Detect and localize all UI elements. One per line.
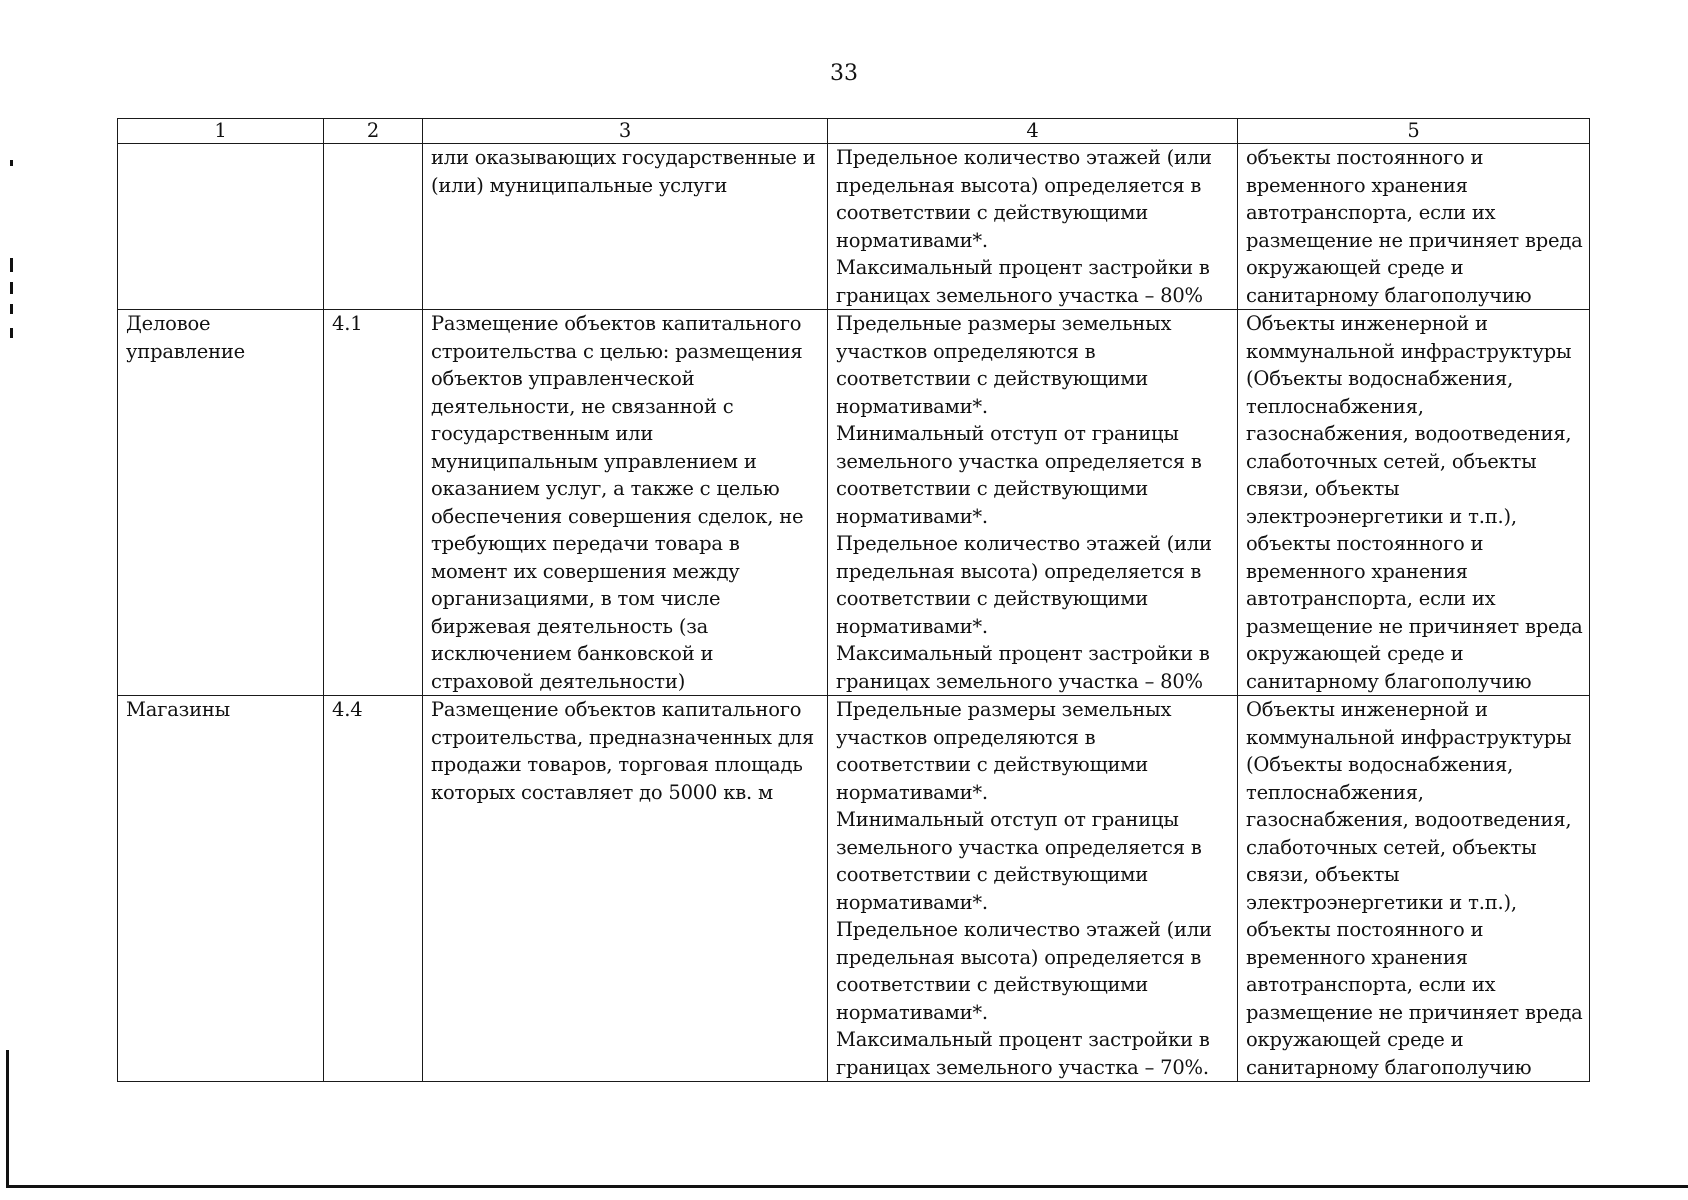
column-header-1: 1 <box>118 119 324 144</box>
cell-text-line: муниципальным управлением и <box>431 449 757 473</box>
scan-border-left <box>6 1050 9 1188</box>
cell-text-line: предельная высота) определяется в <box>836 945 1202 969</box>
cell-text-line: предельная высота) определяется в <box>836 173 1202 197</box>
table-cell-col2 <box>324 144 423 310</box>
cell-text-line: связи, объекты <box>1246 863 1400 886</box>
column-header-5: 5 <box>1238 119 1590 144</box>
cell-text-line: автотранспорта, если их <box>1246 973 1496 996</box>
cell-text-line: участков определяются в <box>836 725 1096 749</box>
table-cell-col2 <box>324 310 423 696</box>
cell-text-line: газоснабжения, водоотведения, <box>1246 422 1572 445</box>
scan-mark <box>10 258 13 272</box>
cell-text-line: Предельные размеры земельных <box>836 698 1172 721</box>
cell-text-line: границах земельного участка – 70%. <box>836 1055 1209 1079</box>
cell-text-line: Объекты инженерной и <box>1246 312 1488 335</box>
cell-text-line: нормативами*. <box>836 394 988 418</box>
cell-text-line: обеспечения совершения сделок, не <box>431 504 804 528</box>
cell-text-line: земельного участка определяется в <box>836 835 1202 859</box>
scan-mark <box>10 328 13 338</box>
cell-text-line: Минимальный отступ от границы <box>836 422 1179 445</box>
cell-text-line: Максимальный процент застройки в <box>836 642 1210 665</box>
table-cell-col3 <box>423 144 828 310</box>
column-header-2: 2 <box>324 119 423 144</box>
cell-text-line: (или) муниципальные услуги <box>431 173 728 197</box>
table-body <box>118 144 1590 1082</box>
zoning-table <box>117 118 1590 1082</box>
cell-text-line: нормативами*. <box>836 228 988 252</box>
scan-mark <box>10 304 13 314</box>
cell-text-line: газоснабжения, водоотведения, <box>1246 808 1572 831</box>
cell-text-line: соответствии с действующими <box>836 973 1149 996</box>
cell-text-line: временного хранения <box>1246 945 1468 969</box>
cell-text-line: нормативами*. <box>836 890 988 914</box>
cell-text-line: коммунальной инфраструктуры <box>1246 725 1572 749</box>
cell-text-line: нормативами*. <box>836 1000 988 1024</box>
cell-text-line: соответствии с действующими <box>836 753 1149 776</box>
cell-text-line: Объекты инженерной и <box>1246 698 1488 721</box>
table-cell-col4 <box>828 144 1238 310</box>
cell-text-line: которых составляет до 5000 кв. м <box>431 780 773 804</box>
cell-text-line: электроэнергетики и т.п.), <box>1246 890 1517 914</box>
cell-text-line: окружающей среде и <box>1246 256 1464 279</box>
cell-text-line: окружающей среде и <box>1246 642 1464 665</box>
cell-text-line: размещение не причиняет вреда <box>1246 228 1583 252</box>
cell-text-line: строительства с целью: размещения <box>431 339 803 363</box>
table-row <box>118 696 1590 1082</box>
cell-text-line: соответствии с действующими <box>836 863 1149 886</box>
table-cell-col4 <box>828 696 1238 1082</box>
table-cell-col5 <box>1238 144 1590 310</box>
cell-text-line: или оказывающих государственные и <box>431 146 816 169</box>
cell-text-line: Деловое <box>126 312 211 335</box>
cell-text-line: связи, объекты <box>1246 477 1400 500</box>
cell-text-line: момент их совершения между <box>431 559 740 583</box>
cell-text-line: Предельное количество этажей (или <box>836 532 1212 555</box>
cell-text-line: автотранспорта, если их <box>1246 587 1496 610</box>
cell-text-line: государственным или <box>431 422 654 445</box>
cell-text-line: участков определяются в <box>836 339 1096 363</box>
cell-text-line: соответствии с действующими <box>836 587 1149 610</box>
cell-text-line: Размещение объектов капитального <box>431 698 802 721</box>
cell-text-line: организациями, в том числе <box>431 587 721 610</box>
column-header-4: 4 <box>828 119 1238 144</box>
cell-text-line: 4.4 <box>332 698 363 721</box>
cell-text-line: временного хранения <box>1246 173 1468 197</box>
cell-text-line: соответствии с действующими <box>836 367 1149 390</box>
cell-text-line: Размещение объектов капитального <box>431 312 802 335</box>
cell-text-line: слаботочных сетей, объекты <box>1246 835 1537 859</box>
cell-text-line: Предельное количество этажей (или <box>836 146 1212 169</box>
cell-text-line: объекты постоянного и <box>1246 532 1484 555</box>
cell-text-line: нормативами*. <box>836 614 988 638</box>
table-cell-col1 <box>118 310 324 696</box>
cell-text-line: деятельности, не связанной с <box>431 394 734 418</box>
table-row <box>118 144 1590 310</box>
cell-text-line: соответствии с действующими <box>836 201 1149 224</box>
cell-text-line: окружающей среде и <box>1246 1028 1464 1051</box>
page-number: 33 <box>830 61 858 86</box>
cell-text-line: земельного участка определяется в <box>836 449 1202 473</box>
table-cell-col3 <box>423 310 828 696</box>
cell-text-line: объекты постоянного и <box>1246 918 1484 941</box>
cell-text-line: размещение не причиняет вреда <box>1246 614 1583 638</box>
table-cell-col5 <box>1238 696 1590 1082</box>
table-cell-col4 <box>828 310 1238 696</box>
cell-text-line: нормативами*. <box>836 504 988 528</box>
cell-text-line: границах земельного участка – 80% <box>836 669 1203 693</box>
cell-text-line: Минимальный отступ от границы <box>836 808 1179 831</box>
cell-text-line: электроэнергетики и т.п.), <box>1246 504 1517 528</box>
cell-text-line: продажи товаров, торговая площадь <box>431 753 803 776</box>
table-cell-col2 <box>324 696 423 1082</box>
cell-text-line: Предельное количество этажей (или <box>836 918 1212 941</box>
cell-text-line: исключением банковской и <box>431 642 714 665</box>
cell-text-line: теплоснабжения, <box>1246 394 1424 418</box>
cell-text-line: коммунальной инфраструктуры <box>1246 339 1572 363</box>
cell-text-line: Максимальный процент застройки в <box>836 1028 1210 1051</box>
cell-text-line: Максимальный процент застройки в <box>836 256 1210 279</box>
cell-text-line: (Объекты водоснабжения, <box>1246 367 1514 390</box>
cell-text-line: строительства, предназначенных для <box>431 725 814 749</box>
cell-text-line: страховой деятельности) <box>431 669 686 693</box>
cell-text-line: объекты постоянного и <box>1246 146 1484 169</box>
table-cell-col3 <box>423 696 828 1082</box>
scan-mark <box>10 160 13 166</box>
cell-text-line: теплоснабжения, <box>1246 780 1424 804</box>
column-header-3: 3 <box>423 119 828 144</box>
cell-text-line: 4.1 <box>332 312 363 335</box>
cell-text-line: объектов управленческой <box>431 367 695 390</box>
cell-text-line: оказанием услуг, а также с целью <box>431 477 780 500</box>
table-cell-col5 <box>1238 310 1590 696</box>
cell-text-line: Предельные размеры земельных <box>836 312 1172 335</box>
scan-mark <box>10 282 13 294</box>
cell-text-line: нормативами*. <box>836 780 988 804</box>
scan-border-bottom <box>6 1185 1688 1188</box>
cell-text-line: санитарному благополучию <box>1246 1055 1532 1079</box>
cell-text-line: границах земельного участка – 80% <box>836 283 1203 307</box>
cell-text-line: предельная высота) определяется в <box>836 559 1202 583</box>
cell-text-line: слаботочных сетей, объекты <box>1246 449 1537 473</box>
cell-text-line: соответствии с действующими <box>836 477 1149 500</box>
cell-text-line: временного хранения <box>1246 559 1468 583</box>
cell-text-line: автотранспорта, если их <box>1246 201 1496 224</box>
table-cell-col1 <box>118 696 324 1082</box>
cell-text-line: размещение не причиняет вреда <box>1246 1000 1583 1024</box>
cell-text-line: санитарному благополучию <box>1246 283 1532 307</box>
cell-text-line: требующих передачи товара в <box>431 532 740 555</box>
cell-text-line: (Объекты водоснабжения, <box>1246 753 1514 776</box>
cell-text-line: санитарному благополучию <box>1246 669 1532 693</box>
table-cell-col1 <box>118 144 324 310</box>
table-row <box>118 310 1590 696</box>
cell-text-line: Магазины <box>126 698 230 721</box>
cell-text-line: управление <box>126 339 246 363</box>
cell-text-line: биржевая деятельность (за <box>431 614 709 638</box>
header-row <box>118 119 1590 144</box>
